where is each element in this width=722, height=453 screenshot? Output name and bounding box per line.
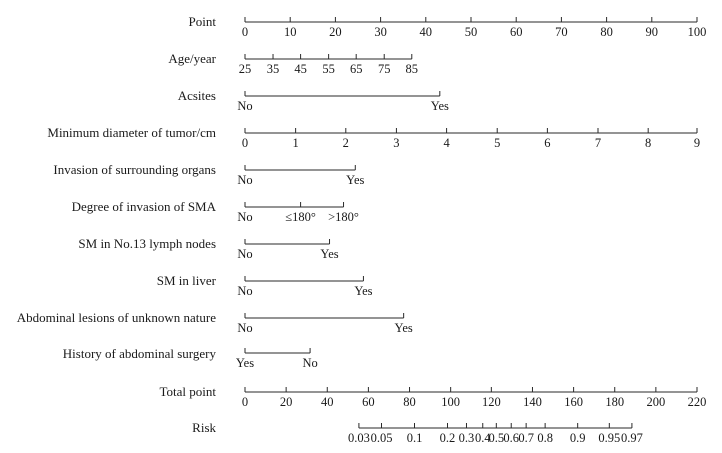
tick-label: 25 <box>238 62 252 76</box>
tick-label: 160 <box>564 395 583 409</box>
tick-label: No <box>237 210 253 224</box>
tick-label: 120 <box>481 395 501 409</box>
tick-label: 0.95 <box>598 431 621 445</box>
tick-label: 4 <box>443 136 450 150</box>
tick-label: Yes <box>346 173 365 187</box>
tick-label: 6 <box>544 136 551 150</box>
tick-label: 2 <box>342 136 349 150</box>
nomogram-row <box>178 88 449 113</box>
tick-label: No <box>237 99 253 113</box>
row-label: Age/year <box>168 51 216 66</box>
row-label: Invasion of surrounding organs <box>53 162 216 177</box>
nomogram-row <box>78 236 338 261</box>
tick-label: 0.9 <box>569 431 586 445</box>
tick-label: 140 <box>523 395 542 409</box>
tick-label: 90 <box>645 25 659 39</box>
row-label: Total point <box>159 384 216 399</box>
tick-label: 220 <box>687 395 707 409</box>
tick-label: 0.5 <box>488 431 505 445</box>
tick-label: Yes <box>235 356 255 370</box>
tick-label: 80 <box>600 25 613 39</box>
tick-label: Yes <box>354 284 373 298</box>
tick-label: 75 <box>377 62 391 76</box>
tick-label: 85 <box>405 62 419 76</box>
row-label: SM in liver <box>156 273 216 288</box>
tick-label: No <box>302 356 318 370</box>
tick-label: 0.8 <box>537 431 553 445</box>
tick-label: 40 <box>419 25 433 39</box>
tick-label: 80 <box>403 395 416 409</box>
tick-label: No <box>237 284 253 298</box>
tick-label: 0.1 <box>406 431 423 445</box>
tick-label: 8 <box>645 136 652 150</box>
tick-label: 70 <box>555 25 568 39</box>
tick-label: 60 <box>509 25 523 39</box>
tick-label: 180 <box>605 395 625 409</box>
tick-label: ≤180° <box>285 210 316 224</box>
nomogram-row <box>53 162 364 187</box>
row-label: Risk <box>192 420 216 435</box>
tick-label: 45 <box>294 62 307 76</box>
nomogram-row <box>189 14 707 39</box>
tick-label: 5 <box>494 136 501 150</box>
tick-label: 55 <box>322 62 335 76</box>
tick-label: No <box>237 321 253 335</box>
tick-label: 0 <box>241 136 249 150</box>
nomogram-row <box>157 273 373 298</box>
nomogram-row <box>17 310 413 335</box>
row-label: History of abdominal surgery <box>62 346 216 361</box>
tick-label: >180° <box>328 210 359 224</box>
tick-label: 0.6 <box>503 431 520 445</box>
tick-label: 100 <box>441 395 461 409</box>
tick-label: 0.2 <box>439 431 456 445</box>
nomogram-row <box>47 125 700 150</box>
tick-label: 0 <box>241 395 249 409</box>
tick-label: 0.3 <box>458 431 475 445</box>
nomogram-row <box>159 384 706 409</box>
tick-label: 7 <box>594 136 602 150</box>
tick-label: 40 <box>321 395 334 409</box>
tick-label: 9 <box>693 136 701 150</box>
tick-label: 0.4 <box>474 431 491 445</box>
row-label: Point <box>188 14 216 29</box>
tick-label: 1 <box>292 136 299 150</box>
nomogram-row <box>168 51 418 76</box>
tick-label: 3 <box>393 136 400 150</box>
tick-label: 0.7 <box>518 431 534 445</box>
nomogram-row <box>192 420 643 445</box>
tick-label: Yes <box>320 247 339 261</box>
tick-label: 0.03 <box>347 431 370 445</box>
tick-label: 100 <box>687 25 707 39</box>
tick-label: 60 <box>362 395 375 409</box>
tick-label: 0 <box>241 25 249 39</box>
row-label: Minimum diameter of tumor/cm <box>47 125 216 140</box>
nomogram-row <box>72 199 359 224</box>
tick-label: No <box>237 173 253 187</box>
tick-label: 0.97 <box>620 431 643 445</box>
tick-label: Yes <box>394 321 413 335</box>
row-label: Abdominal lesions of unknown nature <box>16 310 216 325</box>
tick-label: 20 <box>329 25 342 39</box>
row-label: SM in No.13 lymph nodes <box>78 236 216 251</box>
nomogram-row <box>63 346 318 370</box>
row-label: Degree of invasion of SMA <box>71 199 216 214</box>
tick-label: 35 <box>266 62 280 76</box>
tick-label: 10 <box>283 25 297 39</box>
tick-label: 30 <box>374 25 387 39</box>
row-label: Acsites <box>177 88 216 103</box>
tick-label: Yes <box>430 99 449 113</box>
tick-label: 200 <box>646 395 666 409</box>
tick-label: 50 <box>464 25 478 39</box>
tick-label: 65 <box>349 62 363 76</box>
tick-label: No <box>237 247 253 261</box>
tick-label: 20 <box>279 395 293 409</box>
tick-label: 0.05 <box>370 431 393 445</box>
